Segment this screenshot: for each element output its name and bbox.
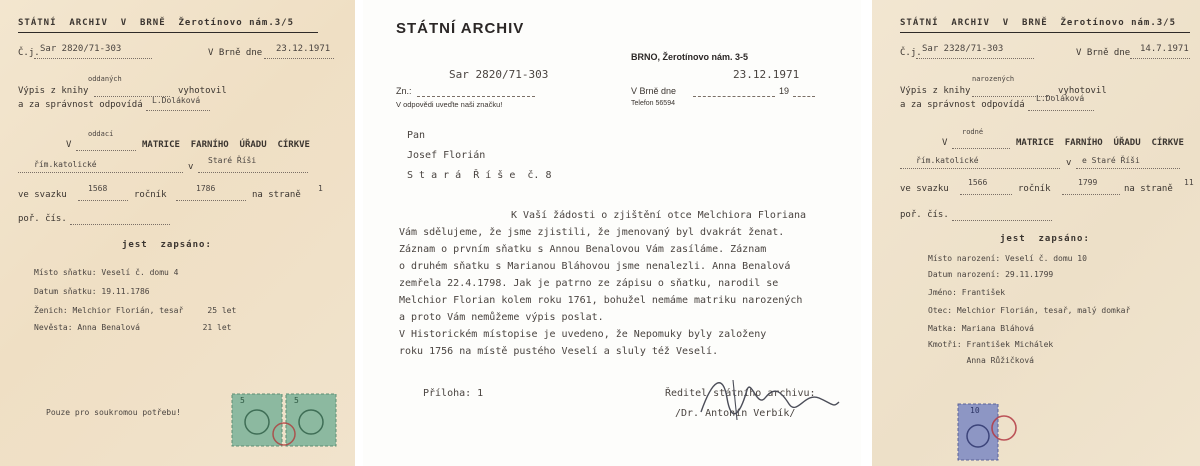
addressee-salutation: Pan	[407, 130, 426, 141]
stamp-value-left: 5	[240, 396, 245, 405]
responsible-name: L.Doláková	[1036, 94, 1085, 103]
sequence-label: poř. čís.	[18, 214, 67, 224]
year-value: 1786	[196, 184, 216, 193]
revenue-stamps	[230, 392, 340, 448]
addressee-city: S t a r á Ř í š e č. 8	[407, 170, 552, 181]
issued-label: vyhotovil	[178, 86, 227, 96]
church-name: řím.katolické	[34, 160, 97, 169]
issued-label: vyhotovil	[1058, 86, 1107, 96]
birth-extract-document	[872, 0, 1200, 466]
page-label: na straně	[1124, 184, 1173, 194]
sequence-label: poř. čís.	[900, 210, 949, 220]
entry-line: Kmotři: František Michálek	[928, 340, 1054, 349]
private-use-note: Pouze pro soukromou potřebu!	[46, 408, 181, 417]
reference-number: Sar 2820/71-303	[40, 44, 122, 54]
issue-date: 23.12.1971	[276, 44, 331, 54]
body-line: Vám sdělujeme, že jsme zjistili, že jmenovaný byl dvakrát ženat.	[399, 227, 785, 238]
volume-value: 1568	[88, 184, 108, 193]
archive-header: STÁTNÍ ARCHIV V BRNĚ Žerotínovo nám.3/5	[18, 18, 294, 28]
matrix-type: oddací	[88, 130, 114, 138]
page-label: na straně	[252, 190, 301, 200]
entry-line: Datum sňatku: 19.11.1786	[34, 287, 150, 296]
year-label: ročník	[134, 190, 167, 200]
body-line: o druhém sňatku s Marianou Bláhovou jsme nenalezli. Anna Benalová	[399, 261, 791, 272]
volume-rule	[78, 200, 128, 201]
marriage-extract-document	[0, 0, 355, 466]
entry-line: Jméno: František	[928, 288, 1006, 297]
letter-title: STÁTNÍ ARCHIV	[396, 20, 525, 37]
city-date-label: V Brně dne	[1076, 48, 1131, 58]
reference-label: Č.j.	[900, 48, 922, 58]
body-line: K Vaší žádosti o zjištění otce Melchiora Floriana	[511, 210, 807, 221]
church-rule	[900, 168, 1060, 169]
page-value: 1	[318, 184, 323, 193]
matrix-type-rule	[952, 148, 1010, 149]
responsible-rule	[146, 110, 210, 111]
body-line: Melchior Florian kolem roku 1761, bohužel nemáme matriku narozených	[399, 295, 803, 306]
entry-line: Ženich: Melchior Florián, tesař 25 let	[34, 306, 237, 315]
body-line: zemřela 22.4.1798. Jak je patrno ze zápisu o sňatku, narodil se	[399, 278, 779, 289]
reference-rule	[34, 58, 152, 59]
extract-type: oddaných	[88, 75, 122, 83]
volume-rule	[960, 194, 1012, 195]
parish-name: Staré Říši	[208, 156, 257, 165]
header-underline	[900, 32, 1190, 33]
extract-label: Výpis z knihy	[900, 86, 971, 96]
phone-number: Telefon 56594	[631, 100, 675, 107]
parish-rule	[198, 172, 308, 173]
responsible-label: a za správnost odpovídá	[18, 100, 143, 110]
volume-label: ve svazku	[18, 190, 67, 200]
header-underline	[18, 32, 318, 33]
recorded-label: jest zapsáno:	[1000, 234, 1090, 244]
matrix-prefix: V	[942, 138, 948, 148]
issue-date: 14.7.1971	[1140, 44, 1189, 54]
sequence-rule	[70, 224, 170, 225]
volume-value: 1566	[968, 178, 988, 187]
attachment-count: Příloha: 1	[423, 388, 484, 399]
responsible-label: a za správnost odpovídá	[900, 100, 1025, 110]
entry-line: Matka: Mariana Bláhová	[928, 324, 1034, 333]
letter-date: 23.12.1971	[733, 68, 800, 81]
year-rule	[1062, 194, 1120, 195]
entry-line: Otec: Melchior Florián, tesař, malý domkař	[928, 306, 1131, 315]
parish-rule	[1076, 168, 1180, 169]
matrix-type: rodné	[962, 128, 984, 136]
in-label: v	[188, 162, 194, 172]
in-label: v	[1066, 158, 1072, 168]
date-rule	[264, 58, 334, 59]
extract-label: Výpis z knihy	[18, 86, 89, 96]
zn-rule	[417, 96, 535, 97]
responsible-rule	[1028, 110, 1094, 111]
year-rule	[176, 200, 246, 201]
stamp-value-right: 5	[294, 396, 299, 405]
signature-scribble	[693, 368, 843, 428]
entry-line: Anna Růžičková	[928, 356, 1034, 365]
reference-number: Sar 2328/71-303	[922, 44, 1004, 54]
extract-type: narozených	[972, 75, 1015, 83]
reference-label: Č.j.	[18, 48, 40, 58]
archive-header: STÁTNÍ ARCHIV V BRNĚ Žerotínovo nám.3/5	[900, 18, 1176, 28]
sequence-rule	[952, 220, 1052, 221]
city-date-label: V Brně dne	[631, 86, 677, 96]
addressee-name: Josef Florián	[407, 150, 486, 161]
reply-note: V odpovědi uveďte naši značku!	[396, 100, 503, 109]
archive-letter-document	[363, 0, 861, 466]
church-name: řím.katolické	[916, 156, 979, 165]
matrix-prefix: V	[66, 140, 72, 150]
signatory-name: /Dr. Antonín Verbík/	[675, 408, 796, 419]
body-line: a proto Vám nemůžeme výpis poslat.	[399, 312, 604, 323]
recorded-label: jest zapsáno:	[122, 240, 212, 250]
city-date-label: V Brně dne	[208, 48, 263, 58]
revenue-stamp	[956, 402, 1046, 462]
reference-rule	[916, 58, 1034, 59]
year-rule	[793, 96, 815, 97]
entry-line: Místo narození: Veselí č. domu 10	[928, 254, 1087, 263]
date-rule	[1130, 58, 1190, 59]
responsible-name: L.Doláková	[152, 96, 201, 105]
body-line: Záznam o prvním sňatku s Annou Benalovou Vám zasíláme. Záznam	[399, 244, 767, 255]
entry-line: Datum narození: 29.11.1799	[928, 270, 1054, 279]
year-value: 1799	[1078, 178, 1098, 187]
matrix-type-rule	[76, 150, 136, 151]
reference-number: Sar 2820/71-303	[449, 68, 549, 81]
stamp-value: 10	[970, 406, 980, 415]
letter-address: BRNO, Žerotínovo nám. 3-5	[631, 52, 749, 62]
year-label: ročník	[1018, 184, 1051, 194]
zn-label: Zn.:	[396, 86, 412, 96]
page-value: 11	[1184, 178, 1194, 187]
date-rule	[693, 96, 775, 97]
matrix-title: MATRICE FARNÍHO ÚŘADU CÍRKVE	[1016, 138, 1184, 148]
parish-name: e Staré Říši	[1082, 156, 1140, 165]
matrix-title: MATRICE FARNÍHO ÚŘADU CÍRKVE	[142, 140, 310, 150]
body-line: roku 1756 na místě pustého Veselí a sluly též Veselí.	[399, 346, 719, 357]
entry-line: Místo sňatku: Veselí č. domu 4	[34, 268, 179, 277]
year-suffix: 19	[779, 86, 790, 96]
body-line: V Historickém místopise je uvedeno, že Nepomuky byly založeny	[399, 329, 767, 340]
church-rule	[18, 172, 183, 173]
signatory-title: Ředitel státního archivu:	[665, 388, 816, 399]
volume-label: ve svazku	[900, 184, 949, 194]
entry-line: Nevěsta: Anna Benalová 21 let	[34, 323, 232, 332]
